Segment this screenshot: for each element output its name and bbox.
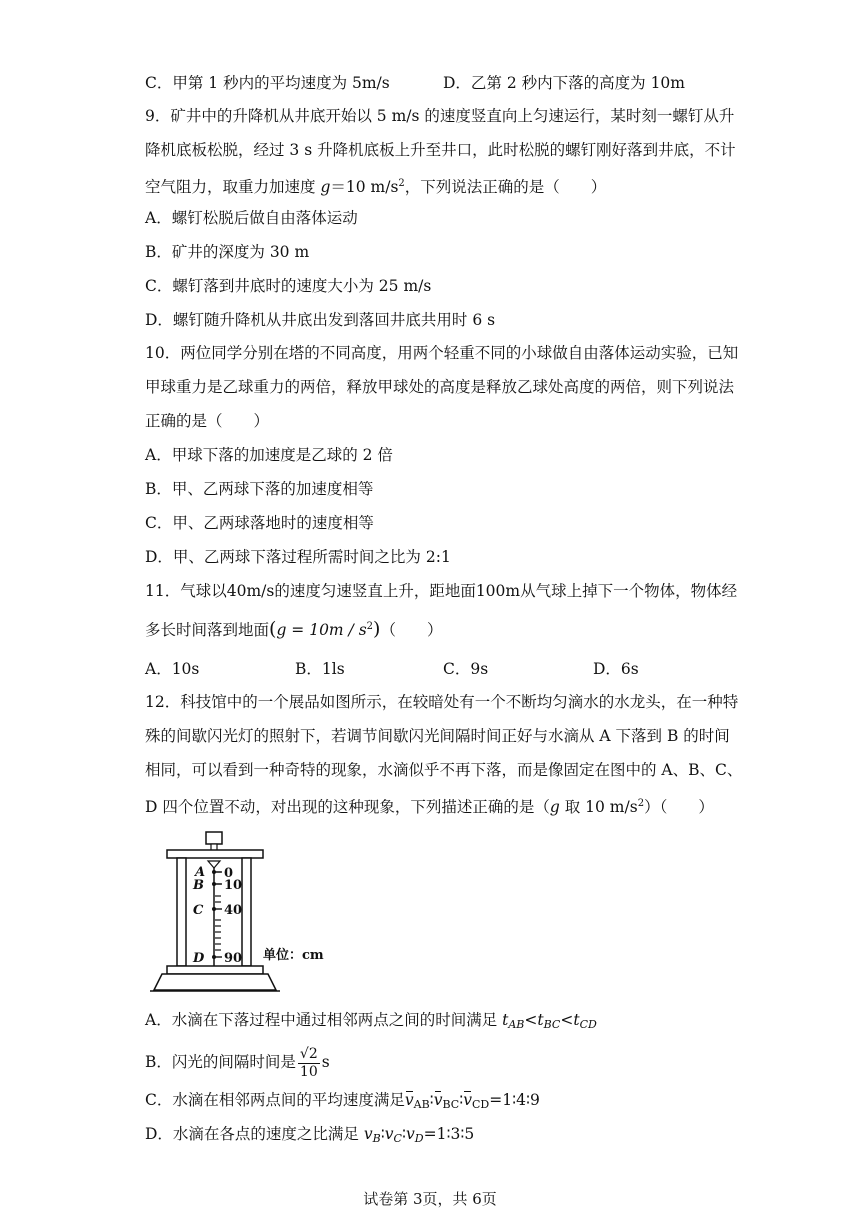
point-a [212,870,216,874]
q9-option-d: D．螺钉随升降机从井底出发到落回井底共用时 6 s [145,311,496,329]
base-foot [154,974,276,990]
unit-label: 单位：cm [263,948,324,963]
q10-stem-line2: 甲球重力是乙球重力的两倍，释放甲球处的高度是释放乙球处高度的两倍，则下列说法 [145,378,735,396]
q9-option-b: B．矿井的深度为 30 m [145,243,310,261]
scale-10: 10 [224,878,243,893]
q9-stem-line3: 空气阻力，取重力加速度 g＝10 $m/s^2$，下列说法正确的是（ ） [145,178,607,196]
left-column [177,858,186,966]
label-a: A [195,865,206,880]
q9-stem-line1: 9．矿井中的升降机从井底开始以 5 m/s 的速度竖直向上匀速运行，某时刻一螺钉从升 [145,107,735,125]
q8-option-d: D．乙第 2 秒内下落的高度为 10m [443,74,685,92]
right-column [242,858,251,966]
scale-90: 90 [224,951,243,966]
page-footer: 试卷第 3页，共 6页 [363,1190,497,1208]
q10-stem-line1: 10．两位同学分别在塔的不同高度，用两个轻重不同的小球做自由落体运动实验，已知 [145,344,739,362]
q12-option-a: A．水滴在下落过程中通过相邻两点之间的时间满足 $t_{AB}<t_{BC}<t_{CD}$ [145,1011,597,1031]
scale-40: 40 [224,903,243,918]
q10-option-a: A．甲球下落的加速度是乙球的 2 倍 [145,446,393,464]
top-beam [167,850,263,858]
q12-stem-line1: 12．科技馆中的一个展品如图所示，在较暗处有一个不断均匀滴水的水龙头，在一种特 [145,693,739,711]
q12-stem-line2: 殊的间歇闪光灯的照射下，若调节间歇闪光间隔时间正好与水滴从 A 下落到 B 的时间 [145,727,730,745]
point-d [212,955,216,959]
label-b: B [193,878,204,893]
q12-option-b: B．闪光的间隔时间是 $\frac{√2}{10}$ s [145,1045,330,1080]
label-c: C [193,903,204,918]
q10-option-d: D．甲、乙两球下落过程所需时间之比为 2:1 [145,548,451,566]
q11-option-b: B．1ls [295,660,345,678]
interval-fraction: $\frac{√2}{10}$ [299,1045,318,1080]
faucet-icon [206,832,222,844]
scale-0: 0 [224,866,234,881]
q9-stem-line2: 降机底板松脱，经过 3 s 升降机底板上升至井口，此时松脱的螺钉刚好落到井底，不计 [145,141,736,159]
q12-option-d: D．水滴在各点的速度之比满足 $v_B∶v_C∶v_D=1∶3∶5$ [145,1125,475,1145]
q11-stem-line1: 11．气球以40m/s的速度匀速竖直上升，距地面100m从气球上掉下一个物体，物体经 [145,582,738,600]
point-b [212,882,216,886]
q11-option-d: D．6s [593,660,639,678]
q10-option-c: C．甲、乙两球落地时的速度相等 [145,514,374,532]
q10-option-b: B．甲、乙两球下落的加速度相等 [145,480,374,498]
q11-stem-line2: 多长时间落到地面$(g = 10m / s^2)$（ ） [145,618,443,640]
q11-option-a: A．10s [145,660,200,678]
point-c [212,907,216,911]
q9-option-a: A．螺钉松脱后做自由落体运动 [145,209,358,227]
q10-stem-line3: 正确的是（ ） [145,412,270,430]
label-d: D [193,951,205,966]
q12-stem-line3: 相同，可以看到一种奇特的现象，水滴似乎不再下落，而是像固定在图中的 A、B、C、 [145,761,743,779]
q12-option-c: C．水滴在相邻两点间的平均速度满足$v_{AB}∶v_{BC}∶v_{CD}=1∶4∶9$ [145,1091,540,1111]
q9-option-c: C．螺钉落到井底时的速度大小为 25 m/s [145,277,432,295]
base-plate [167,966,263,974]
q8-option-c: C．甲第 1 秒内的平均速度为 5m/s [145,74,390,92]
q12-figure [150,830,350,1000]
q11-option-c: C．9s [443,660,489,678]
q12-stem-line4: D 四个位置不动，对出现的这种现象，下列描述正确的是（g 取 10 $m/s^2$）（ ） [145,798,714,816]
